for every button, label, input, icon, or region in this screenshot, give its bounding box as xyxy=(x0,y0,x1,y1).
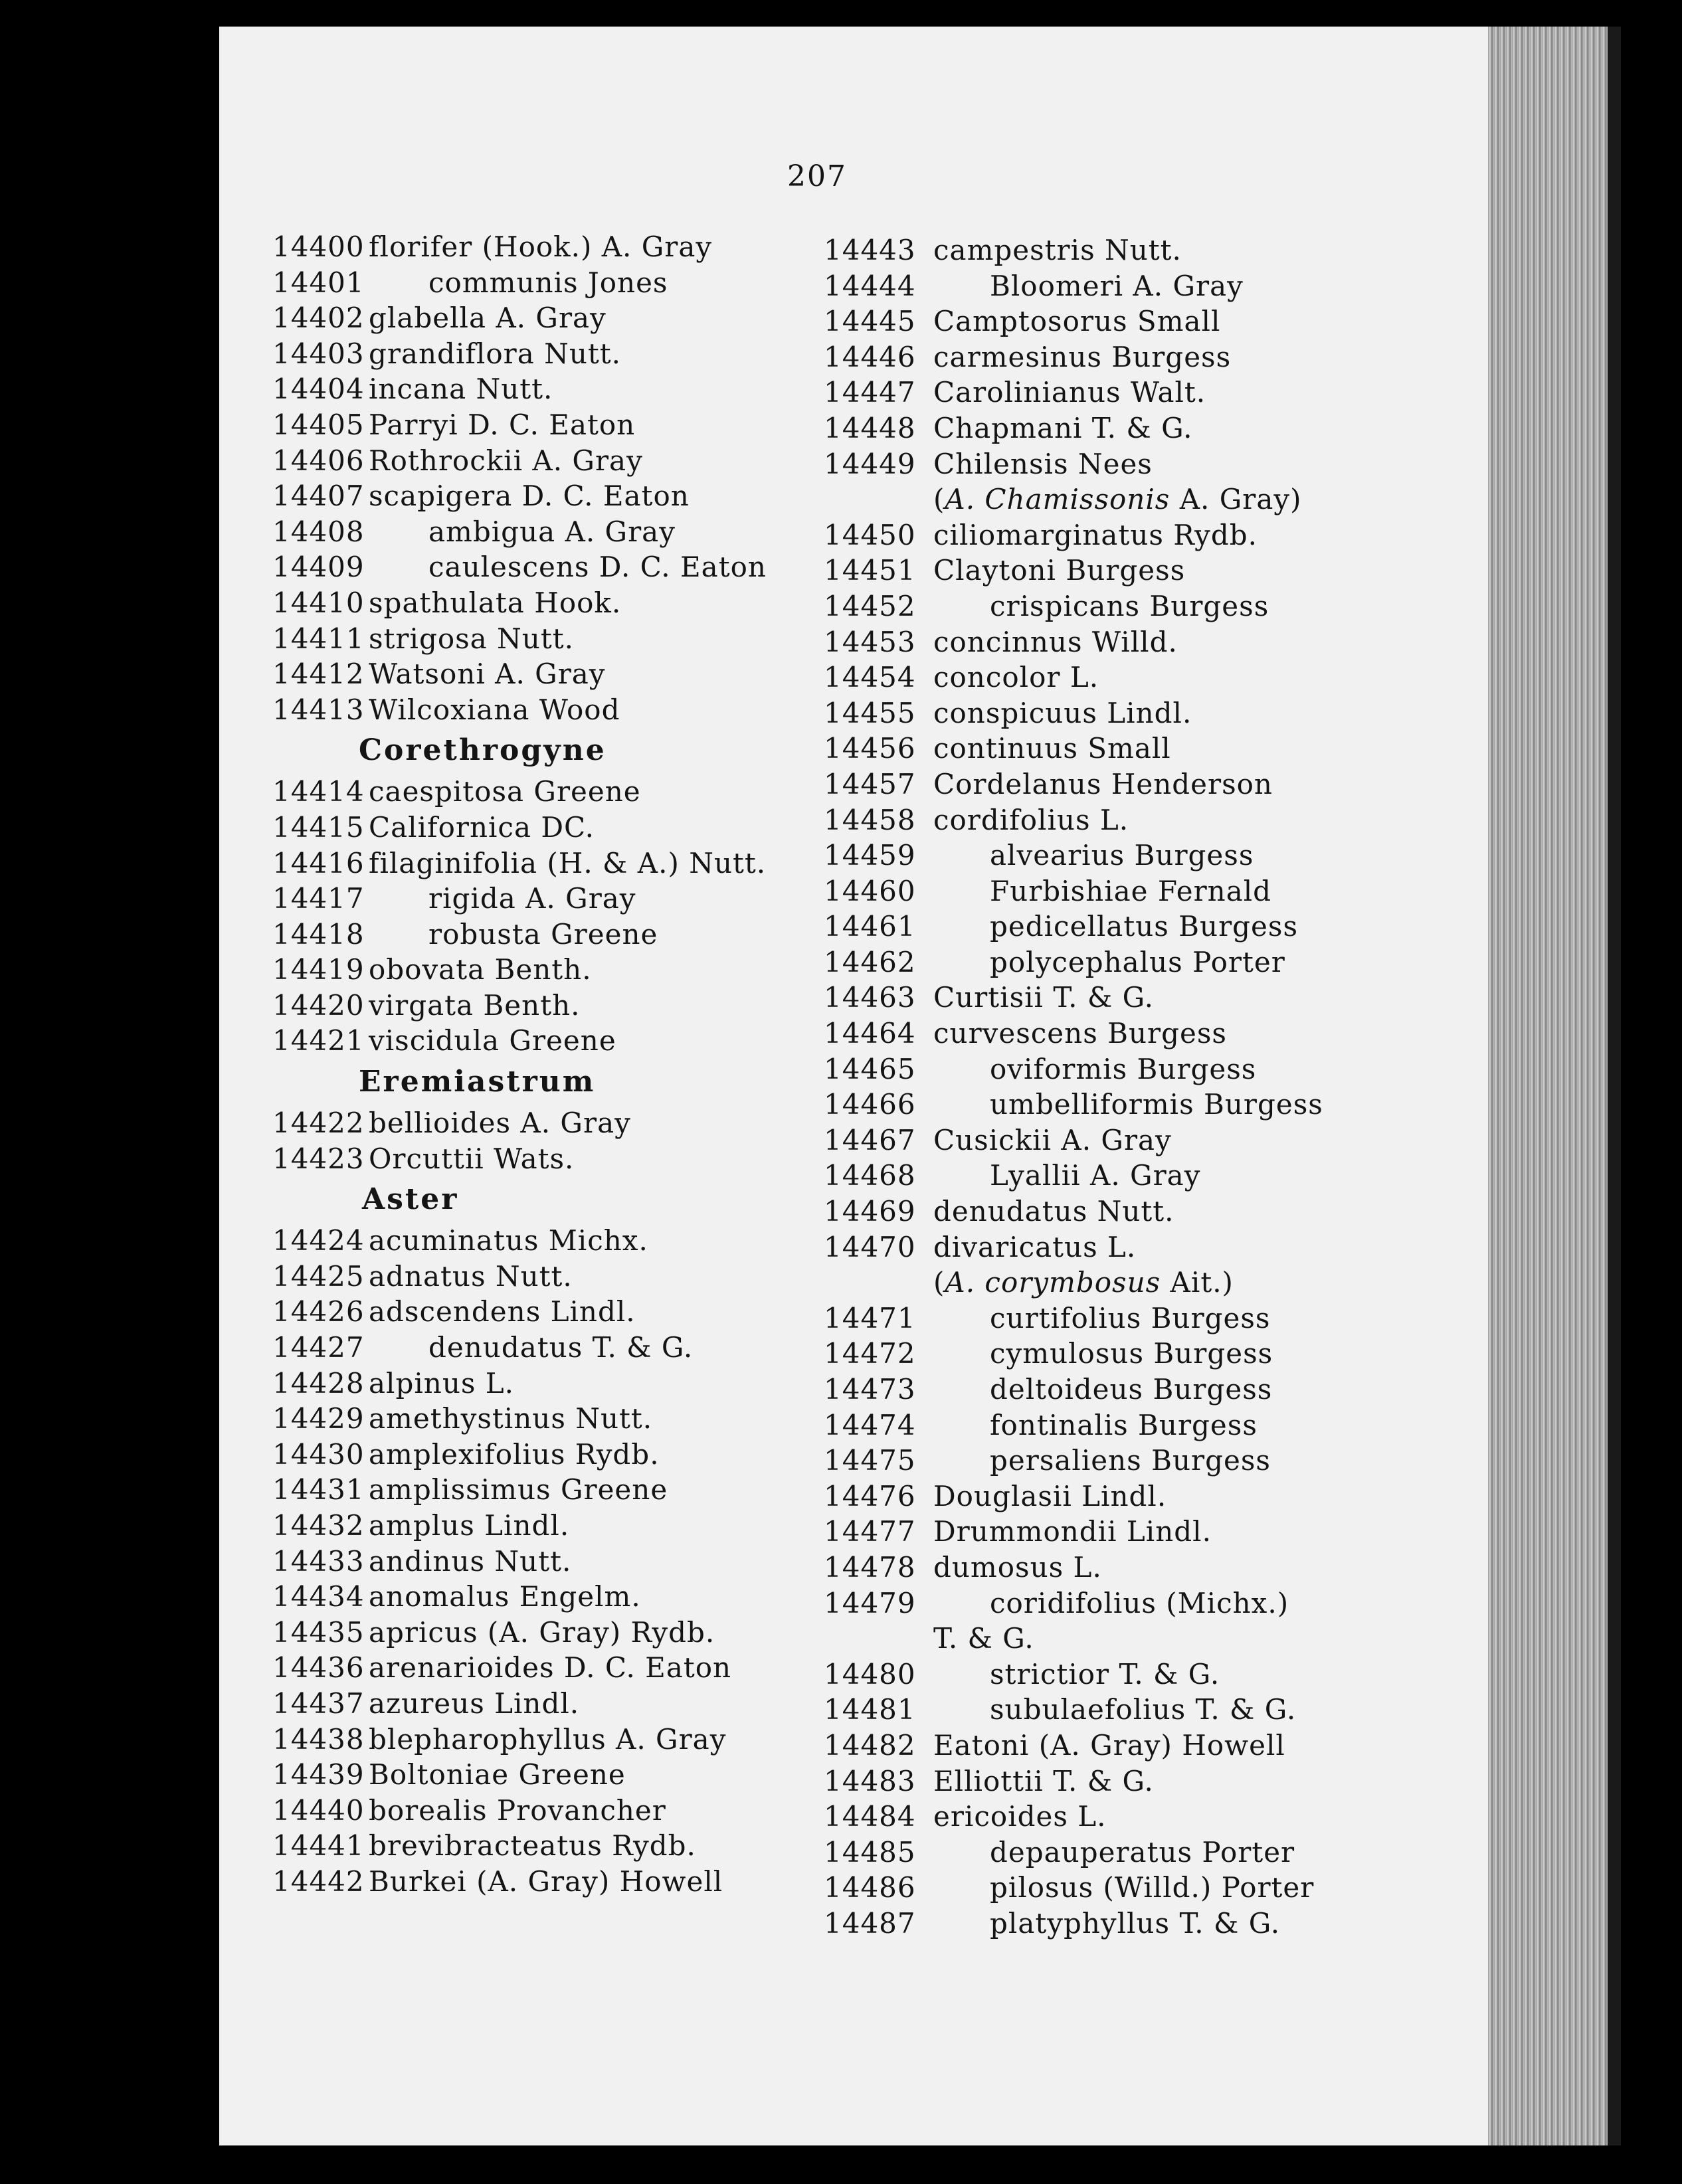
list-item xyxy=(824,1229,1435,1265)
list-item xyxy=(272,846,837,881)
list-item xyxy=(824,1764,1435,1799)
catalog-number: 14483 xyxy=(824,1764,916,1797)
list-item xyxy=(824,1586,1435,1621)
species-name: denudatus Nutt. xyxy=(933,1195,1174,1228)
synonym-italic: A. Chamissonis xyxy=(945,483,1170,516)
catalog-number: 14467 xyxy=(824,1123,916,1156)
list-item xyxy=(824,1514,1435,1550)
catalog-number: 14464 xyxy=(824,1017,916,1050)
list-item xyxy=(272,1722,837,1758)
species-name: polycephalus Porter xyxy=(990,945,1285,978)
list-item xyxy=(272,1023,837,1059)
species-name: deltoideus Burgess xyxy=(990,1373,1273,1406)
list-item xyxy=(272,585,837,621)
catalog-number: 14425 xyxy=(272,1259,365,1293)
list-item xyxy=(824,1728,1435,1764)
catalog-number: 14421 xyxy=(272,1024,365,1057)
catalog-number: 14472 xyxy=(824,1337,916,1370)
catalog-number: 14435 xyxy=(272,1615,365,1649)
page-number: 207 xyxy=(787,159,847,193)
species-name: ciliomarginatus Rydb. xyxy=(933,518,1258,551)
list-item xyxy=(824,339,1435,375)
list-item xyxy=(272,621,837,657)
catalog-number: 14456 xyxy=(824,732,916,765)
species-name: denudatus T. & G. xyxy=(428,1331,694,1364)
catalog-number: 14429 xyxy=(272,1402,365,1435)
catalog-number: 14417 xyxy=(272,882,365,915)
list-item xyxy=(824,1301,1435,1336)
species-name: umbelliformis Burgess xyxy=(990,1088,1323,1121)
species-name: Parryi D. C. Eaton xyxy=(369,408,636,441)
species-name: scapigera D. C. Eaton xyxy=(369,480,690,513)
species-name: viscidula Greene xyxy=(369,1024,616,1057)
list-item xyxy=(272,1757,837,1793)
catalog-number: 14465 xyxy=(824,1052,916,1085)
list-item xyxy=(824,1336,1435,1372)
catalog-number: 14485 xyxy=(824,1835,916,1868)
catalog-number: 14459 xyxy=(824,839,916,872)
species-name: caespitosa Greene xyxy=(369,775,641,808)
species-name: conspicuus Lindl. xyxy=(933,696,1192,729)
catalog-number: 14479 xyxy=(824,1586,916,1619)
list-item xyxy=(824,1051,1435,1087)
synonym-note xyxy=(824,1265,1435,1301)
catalog-number: 14475 xyxy=(824,1444,916,1477)
species-name: strictior T. & G. xyxy=(990,1657,1220,1690)
species-name: blepharophyllus A. Gray xyxy=(369,1722,727,1756)
catalog-number: 14418 xyxy=(272,917,365,951)
species-name: adscendens Lindl. xyxy=(369,1295,636,1328)
catalog-number: 14423 xyxy=(272,1142,365,1175)
list-item xyxy=(824,446,1435,482)
species-name: florifer (Hook.) A. Gray xyxy=(369,230,713,263)
species-name: azureus Lindl. xyxy=(369,1686,580,1720)
species-name: dumosus L. xyxy=(933,1550,1102,1584)
catalog-number: 14463 xyxy=(824,981,916,1014)
species-name: Eatoni (A. Gray) Howell xyxy=(933,1728,1285,1762)
species-name: spathulata Hook. xyxy=(369,586,622,619)
species-name: Wilcoxiana Wood xyxy=(369,693,620,726)
list-item xyxy=(824,731,1435,767)
list-item xyxy=(824,304,1435,339)
catalog-number: 14406 xyxy=(272,444,365,477)
catalog-number: 14403 xyxy=(272,337,365,370)
catalog-number: 14420 xyxy=(272,988,365,1022)
catalog-number: 14401 xyxy=(272,266,365,299)
list-item xyxy=(272,1223,837,1259)
species-name: grandiflora Nutt. xyxy=(369,337,622,370)
species-name: Drummondii Lindl. xyxy=(933,1515,1212,1548)
list-item xyxy=(824,1870,1435,1906)
list-item xyxy=(272,549,837,585)
list-item xyxy=(824,1692,1435,1728)
species-name: robusta Greene xyxy=(428,917,658,951)
catalog-number: 14405 xyxy=(272,408,365,441)
species-name: fontinalis Burgess xyxy=(990,1408,1258,1441)
species-name: bellioides A. Gray xyxy=(369,1107,631,1140)
catalog-number: 14407 xyxy=(272,480,365,513)
list-item xyxy=(272,336,837,372)
species-name: arenarioides D. C. Eaton xyxy=(369,1651,732,1684)
catalog-number: 14480 xyxy=(824,1657,916,1690)
species-name: Carolinianus Walt. xyxy=(933,376,1206,409)
list-item xyxy=(272,300,837,336)
catalog-number: 14428 xyxy=(272,1366,365,1400)
list-item xyxy=(824,268,1435,304)
species-name: filaginifolia (H. & A.) Nutt. xyxy=(369,846,767,879)
list-item xyxy=(272,1259,837,1295)
catalog-number: 14486 xyxy=(824,1871,916,1904)
catalog-number: 14434 xyxy=(272,1580,365,1613)
catalog-number: 14455 xyxy=(824,696,916,729)
synonym-text: (A. corymbosus Ait.) xyxy=(933,1266,1234,1299)
species-name: Boltoniae Greene xyxy=(369,1758,626,1791)
list-item xyxy=(272,1828,837,1864)
list-item xyxy=(824,1123,1435,1158)
species-name: amethystinus Nutt. xyxy=(369,1402,653,1435)
species-name: amplexifolius Rydb. xyxy=(369,1437,660,1471)
species-name: Camptosorus Small xyxy=(933,305,1221,338)
species-name: Cordelanus Henderson xyxy=(933,767,1273,800)
right-column xyxy=(824,232,1435,1942)
catalog-number: 14411 xyxy=(272,622,365,655)
catalog-number: 14460 xyxy=(824,874,916,907)
list-item xyxy=(824,1479,1435,1514)
continuation-line xyxy=(824,1621,1435,1657)
list-item xyxy=(824,375,1435,410)
catalog-number: 14400 xyxy=(272,230,365,263)
catalog-number: 14462 xyxy=(824,945,916,978)
species-name: continuus Small xyxy=(933,732,1171,765)
list-item xyxy=(824,624,1435,660)
catalog-number: 14458 xyxy=(824,803,916,836)
synonym-text: (A. Chamissonis A. Gray) xyxy=(933,483,1302,516)
catalog-number: 14445 xyxy=(824,305,916,338)
list-item xyxy=(824,1835,1435,1870)
list-item xyxy=(824,767,1435,802)
catalog-number: 14415 xyxy=(272,810,365,844)
list-item xyxy=(824,1372,1435,1408)
species-name: alvearius Burgess xyxy=(990,839,1254,872)
list-item xyxy=(824,909,1435,945)
catalog-number: 14471 xyxy=(824,1301,916,1334)
species-name: acuminatus Michx. xyxy=(369,1224,648,1257)
species-name: Cusickii A. Gray xyxy=(933,1123,1172,1156)
catalog-number: 14437 xyxy=(272,1686,365,1720)
list-item xyxy=(824,838,1435,873)
list-item xyxy=(272,952,837,988)
catalog-number: 14440 xyxy=(272,1793,365,1827)
species-name: virgata Benth. xyxy=(369,988,581,1022)
catalog-number: 14444 xyxy=(824,269,916,302)
author-continuation: T. & G. xyxy=(933,1622,1034,1655)
catalog-number: 14410 xyxy=(272,586,365,619)
list-item xyxy=(272,1294,837,1330)
species-name: andinus Nutt. xyxy=(369,1544,572,1578)
catalog-number: 14404 xyxy=(272,373,365,406)
species-name: pilosus (Willd.) Porter xyxy=(990,1871,1315,1904)
catalog-number: 14424 xyxy=(272,1224,365,1257)
catalog-number: 14448 xyxy=(824,411,916,444)
catalog-number: 14419 xyxy=(272,953,365,986)
catalog-number: 14412 xyxy=(272,658,365,691)
species-name: brevibracteatus Rydb. xyxy=(369,1829,696,1863)
genus-heading: Corethrogyne xyxy=(359,733,607,768)
catalog-number: 14443 xyxy=(824,234,916,266)
species-name: strigosa Nutt. xyxy=(369,622,574,655)
catalog-number: 14466 xyxy=(824,1088,916,1121)
catalog-number: 14474 xyxy=(824,1408,916,1441)
list-item xyxy=(272,1508,837,1544)
list-item xyxy=(272,881,837,917)
list-item xyxy=(824,873,1435,909)
catalog-number: 14457 xyxy=(824,767,916,800)
list-item xyxy=(824,1906,1435,1942)
species-name: ambigua A. Gray xyxy=(428,515,676,548)
species-name: borealis Provancher xyxy=(369,1793,666,1827)
list-item xyxy=(824,553,1435,589)
species-name: caulescens D. C. Eaton xyxy=(428,551,767,584)
species-name: coridifolius (Michx.) xyxy=(990,1586,1289,1619)
catalog-number: 14468 xyxy=(824,1159,916,1192)
list-item xyxy=(272,810,837,846)
catalog-number: 14441 xyxy=(272,1829,365,1863)
catalog-number: 14487 xyxy=(824,1906,916,1940)
species-name: Curtisii T. & G. xyxy=(933,981,1155,1014)
list-item xyxy=(272,514,837,550)
list-item xyxy=(272,1864,837,1900)
species-name: Douglasii Lindl. xyxy=(933,1479,1167,1512)
species-name: campestris Nutt. xyxy=(933,234,1182,266)
catalog-number: 14484 xyxy=(824,1800,916,1833)
species-name: persaliens Burgess xyxy=(990,1444,1271,1477)
species-name: curvescens Burgess xyxy=(933,1017,1227,1050)
list-item xyxy=(272,371,837,407)
species-name: cordifolius L. xyxy=(933,803,1129,836)
species-name: platyphyllus T. & G. xyxy=(990,1906,1281,1940)
left-column xyxy=(272,229,837,1900)
catalog-number: 14439 xyxy=(272,1758,365,1791)
catalog-number: 14426 xyxy=(272,1295,365,1328)
species-name: divaricatus L. xyxy=(933,1230,1137,1263)
list-item xyxy=(824,980,1435,1016)
list-item xyxy=(272,229,837,265)
list-item xyxy=(824,1799,1435,1835)
list-item xyxy=(272,988,837,1024)
list-item xyxy=(272,917,837,953)
list-item xyxy=(824,1194,1435,1229)
list-item xyxy=(272,1401,837,1437)
list-item xyxy=(272,656,837,692)
species-name: adnatus Nutt. xyxy=(369,1259,573,1293)
catalog-number: 14477 xyxy=(824,1515,916,1548)
catalog-number: 14414 xyxy=(272,775,365,808)
catalog-number: 14452 xyxy=(824,589,916,622)
list-item xyxy=(272,1686,837,1722)
list-item xyxy=(272,1366,837,1402)
page-edges xyxy=(1488,27,1608,2145)
list-item xyxy=(272,265,837,301)
species-name: concinnus Willd. xyxy=(933,625,1178,658)
catalog-number: 14453 xyxy=(824,625,916,658)
list-item xyxy=(272,1544,837,1580)
species-name: Chapmani T. & G. xyxy=(933,411,1193,444)
catalog-number: 14473 xyxy=(824,1373,916,1406)
species-name: amplus Lindl. xyxy=(369,1509,570,1542)
species-name: Claytoni Burgess xyxy=(933,554,1186,587)
list-item xyxy=(824,410,1435,446)
book-edge xyxy=(1608,27,1621,2145)
species-name: communis Jones xyxy=(428,266,668,299)
genus-heading: Aster xyxy=(362,1182,459,1217)
list-item xyxy=(824,517,1435,553)
catalog-number: 14446 xyxy=(824,340,916,373)
catalog-number: 14408 xyxy=(272,515,365,548)
species-name: apricus (A. Gray) Rydb. xyxy=(369,1615,715,1649)
list-item xyxy=(272,407,837,443)
species-name: pedicellatus Burgess xyxy=(990,910,1299,943)
catalog-number: 14409 xyxy=(272,551,365,584)
catalog-number: 14451 xyxy=(824,554,916,587)
species-name: Orcuttii Wats. xyxy=(369,1142,575,1175)
list-item xyxy=(272,443,837,479)
catalog-number: 14450 xyxy=(824,518,916,551)
catalog-number: 14433 xyxy=(272,1544,365,1578)
catalog-number: 14442 xyxy=(272,1865,365,1898)
species-name: Elliottii T. & G. xyxy=(933,1764,1154,1797)
catalog-number: 14461 xyxy=(824,910,916,943)
list-item xyxy=(272,478,837,514)
catalog-number: 14416 xyxy=(272,846,365,879)
catalog-number: 14449 xyxy=(824,447,916,480)
list-item xyxy=(272,1437,837,1473)
list-item xyxy=(272,1615,837,1651)
list-item xyxy=(824,695,1435,731)
species-name: Californica DC. xyxy=(369,810,595,844)
species-name: glabella A. Gray xyxy=(369,302,607,335)
species-name: Rothrockii A. Gray xyxy=(369,444,643,477)
species-name: Watsoni A. Gray xyxy=(369,658,606,691)
catalog-number: 14476 xyxy=(824,1479,916,1512)
catalog-number: 14469 xyxy=(824,1195,916,1228)
list-item xyxy=(824,1443,1435,1479)
catalog-number: 14478 xyxy=(824,1550,916,1584)
species-name: rigida A. Gray xyxy=(428,882,636,915)
catalog-number: 14482 xyxy=(824,1728,916,1762)
list-item xyxy=(824,1657,1435,1692)
catalog-number: 14447 xyxy=(824,376,916,409)
list-item xyxy=(824,589,1435,624)
list-item xyxy=(824,945,1435,980)
list-item xyxy=(272,692,837,728)
list-item xyxy=(272,1472,837,1508)
catalog-number: 14432 xyxy=(272,1509,365,1542)
list-item xyxy=(824,1016,1435,1051)
list-item xyxy=(824,660,1435,695)
species-name: Chilensis Nees xyxy=(933,447,1153,480)
catalog-number: 14438 xyxy=(272,1722,365,1756)
list-item xyxy=(824,1408,1435,1443)
catalog-number: 14430 xyxy=(272,1437,365,1471)
catalog-number: 14413 xyxy=(272,693,365,726)
catalog-number: 14402 xyxy=(272,302,365,335)
genus-heading: Eremiastrum xyxy=(359,1065,596,1099)
species-name: incana Nutt. xyxy=(369,373,553,406)
species-name: Bloomeri A. Gray xyxy=(990,269,1244,302)
list-item xyxy=(272,1650,837,1686)
species-name: anomalus Engelm. xyxy=(369,1580,641,1613)
list-item xyxy=(272,1105,837,1141)
synonym-note xyxy=(824,482,1435,517)
list-item xyxy=(824,232,1435,268)
catalog-number: 14427 xyxy=(272,1331,365,1364)
species-name: ericoides L. xyxy=(933,1800,1107,1833)
species-name: Furbishiae Fernald xyxy=(990,874,1272,907)
species-name: carmesinus Burgess xyxy=(933,340,1232,373)
species-name: cymulosus Burgess xyxy=(990,1337,1273,1370)
species-name: Burkei (A. Gray) Howell xyxy=(369,1865,723,1898)
list-item xyxy=(824,1550,1435,1586)
catalog-number: 14470 xyxy=(824,1230,916,1263)
species-name: alpinus L. xyxy=(369,1366,515,1400)
species-name: subulaefolius T. & G. xyxy=(990,1693,1297,1726)
catalog-number: 14422 xyxy=(272,1107,365,1140)
list-item xyxy=(272,1579,837,1615)
catalog-number: 14454 xyxy=(824,661,916,694)
species-name: concolor L. xyxy=(933,661,1099,694)
catalog-number: 14431 xyxy=(272,1473,365,1506)
catalog-number: 14436 xyxy=(272,1651,365,1684)
species-name: crispicans Burgess xyxy=(990,589,1269,622)
list-item xyxy=(824,1158,1435,1194)
list-item xyxy=(272,1330,837,1366)
species-name: depauperatus Porter xyxy=(990,1835,1295,1868)
list-item xyxy=(824,1087,1435,1123)
species-name: oviformis Burgess xyxy=(990,1052,1257,1085)
species-name: Lyallii A. Gray xyxy=(990,1159,1201,1192)
species-name: obovata Benth. xyxy=(369,953,592,986)
list-item xyxy=(824,802,1435,838)
synonym-italic: A. corymbosus xyxy=(945,1266,1161,1299)
catalog-number: 14481 xyxy=(824,1693,916,1726)
list-item xyxy=(272,774,837,810)
list-item xyxy=(272,1793,837,1829)
list-item xyxy=(272,1141,837,1177)
species-name: curtifolius Burgess xyxy=(990,1301,1271,1334)
species-name: amplissimus Greene xyxy=(369,1473,668,1506)
